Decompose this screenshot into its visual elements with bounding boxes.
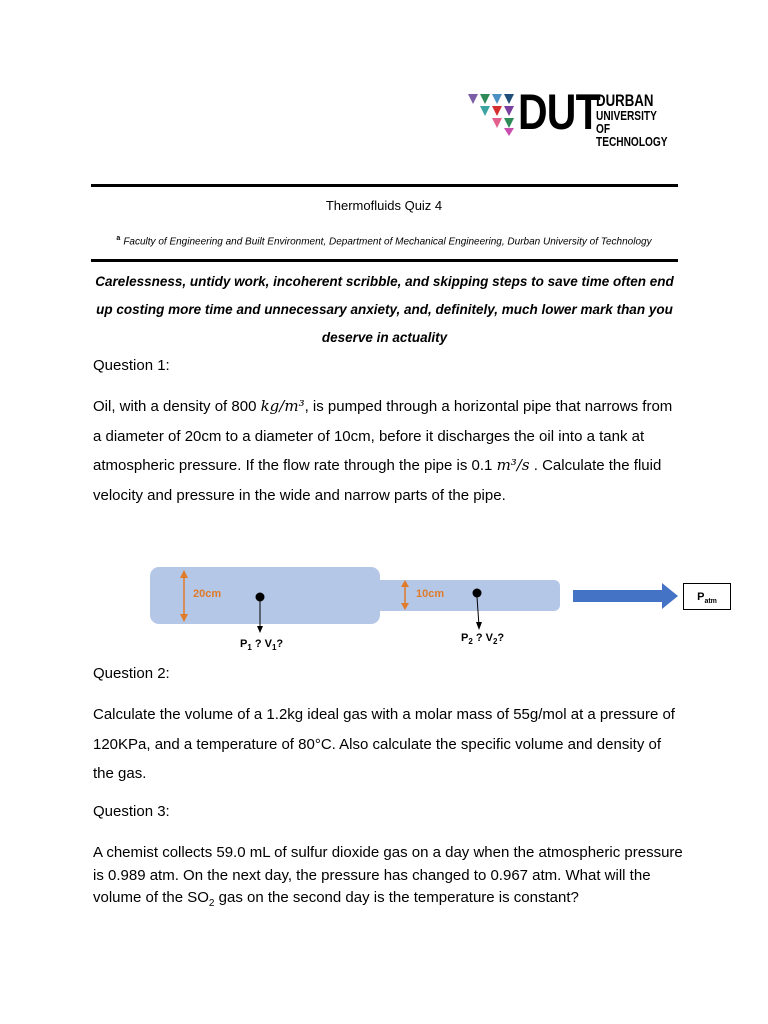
q1-text-part-2: , is pumped through a horizontal pipe that narrows from a diameter of 20cm to a diameter of 10cm, before it discharges the oil into a tank at atmospheric pressure. If the flow rate through the pipe is 0.1 [93, 398, 673, 475]
atmospheric-pressure-box [683, 583, 731, 610]
patm-symbol: P [697, 591, 705, 603]
p2-symbol: P [461, 632, 469, 644]
warning-note: Carelessness, untidy work, incoherent scribble, and skipping steps to save time often end up costing more time and unnecessary anxiety, and, definitely, much lower mark than you deserve in actuality [95, 274, 674, 345]
v2-symbol: ? V [472, 632, 493, 644]
question-1-heading: Question 1: [93, 357, 170, 374]
narrow-pipe-section [368, 580, 560, 611]
logo-abbrev: DUT [518, 84, 600, 140]
q1-text-part-3: . Calculate the fluid velocity and pressure in the wide and narrow parts of the pipe. [93, 457, 662, 505]
logo-line-2: UNIVERSITY OF [596, 108, 657, 136]
p2-subscript: 2 [468, 637, 473, 647]
question-3-heading: Question 3: [93, 803, 170, 820]
quiz-title: Thermofluids Quiz 4 [325, 198, 443, 213]
q3-text-part-2: gas on the second day is the temperature is constant? [214, 889, 579, 906]
wide-diameter-label: 20cm [193, 588, 222, 600]
q3-text-part-1: A chemist collects 59.0 mL of sulfur dioxide gas on a day when the atmospheric pressure is 0.989 atm. On the next day, the pressure has changed to 0.967 atm. What will the volume of the SO [93, 844, 683, 906]
narrow-diameter-label: 10cm [416, 588, 445, 600]
p1-symbol: P [240, 638, 248, 650]
patm-subscript: atm [704, 598, 717, 606]
p1-subscript: 1 [247, 643, 252, 653]
p1-end: ? [276, 638, 284, 650]
affiliation-text: Faculty of Engineering and Built Environment, Department of Mechanical Engineering, Durban University of Technology [123, 236, 652, 248]
point-2-marker [473, 589, 482, 598]
q1-density-unit: kg/m³ [260, 397, 305, 415]
q1-flow-unit: m³/s [496, 456, 530, 475]
v1-symbol: ? V [251, 638, 272, 650]
logo-line-1: DURBAN [596, 91, 654, 110]
question-3-text [93, 842, 683, 916]
v2-subscript: 2 [492, 637, 498, 647]
logo-line-3: TECHNOLOGY [596, 134, 668, 149]
outlet-flow-arrow [573, 583, 678, 609]
point-2-label [461, 632, 504, 646]
affiliation-mark: a [116, 235, 121, 242]
p2-end: ? [497, 632, 505, 644]
question-2-heading: Question 2: [93, 665, 170, 682]
q3-subscript: 2 [208, 898, 215, 909]
point-1-label [240, 638, 283, 652]
point-1-marker [256, 593, 265, 602]
v1-subscript: 1 [271, 643, 277, 653]
q1-text-part-1: Oil, with a density of 800 [93, 398, 261, 415]
question-2-text: Calculate the volume of a 1.2kg ideal gas with a molar mass of 55g/mol at a pressure of 120KPa, and a temperature of 80°C. Also calculate the specific volume and density of the gas. [93, 706, 675, 783]
